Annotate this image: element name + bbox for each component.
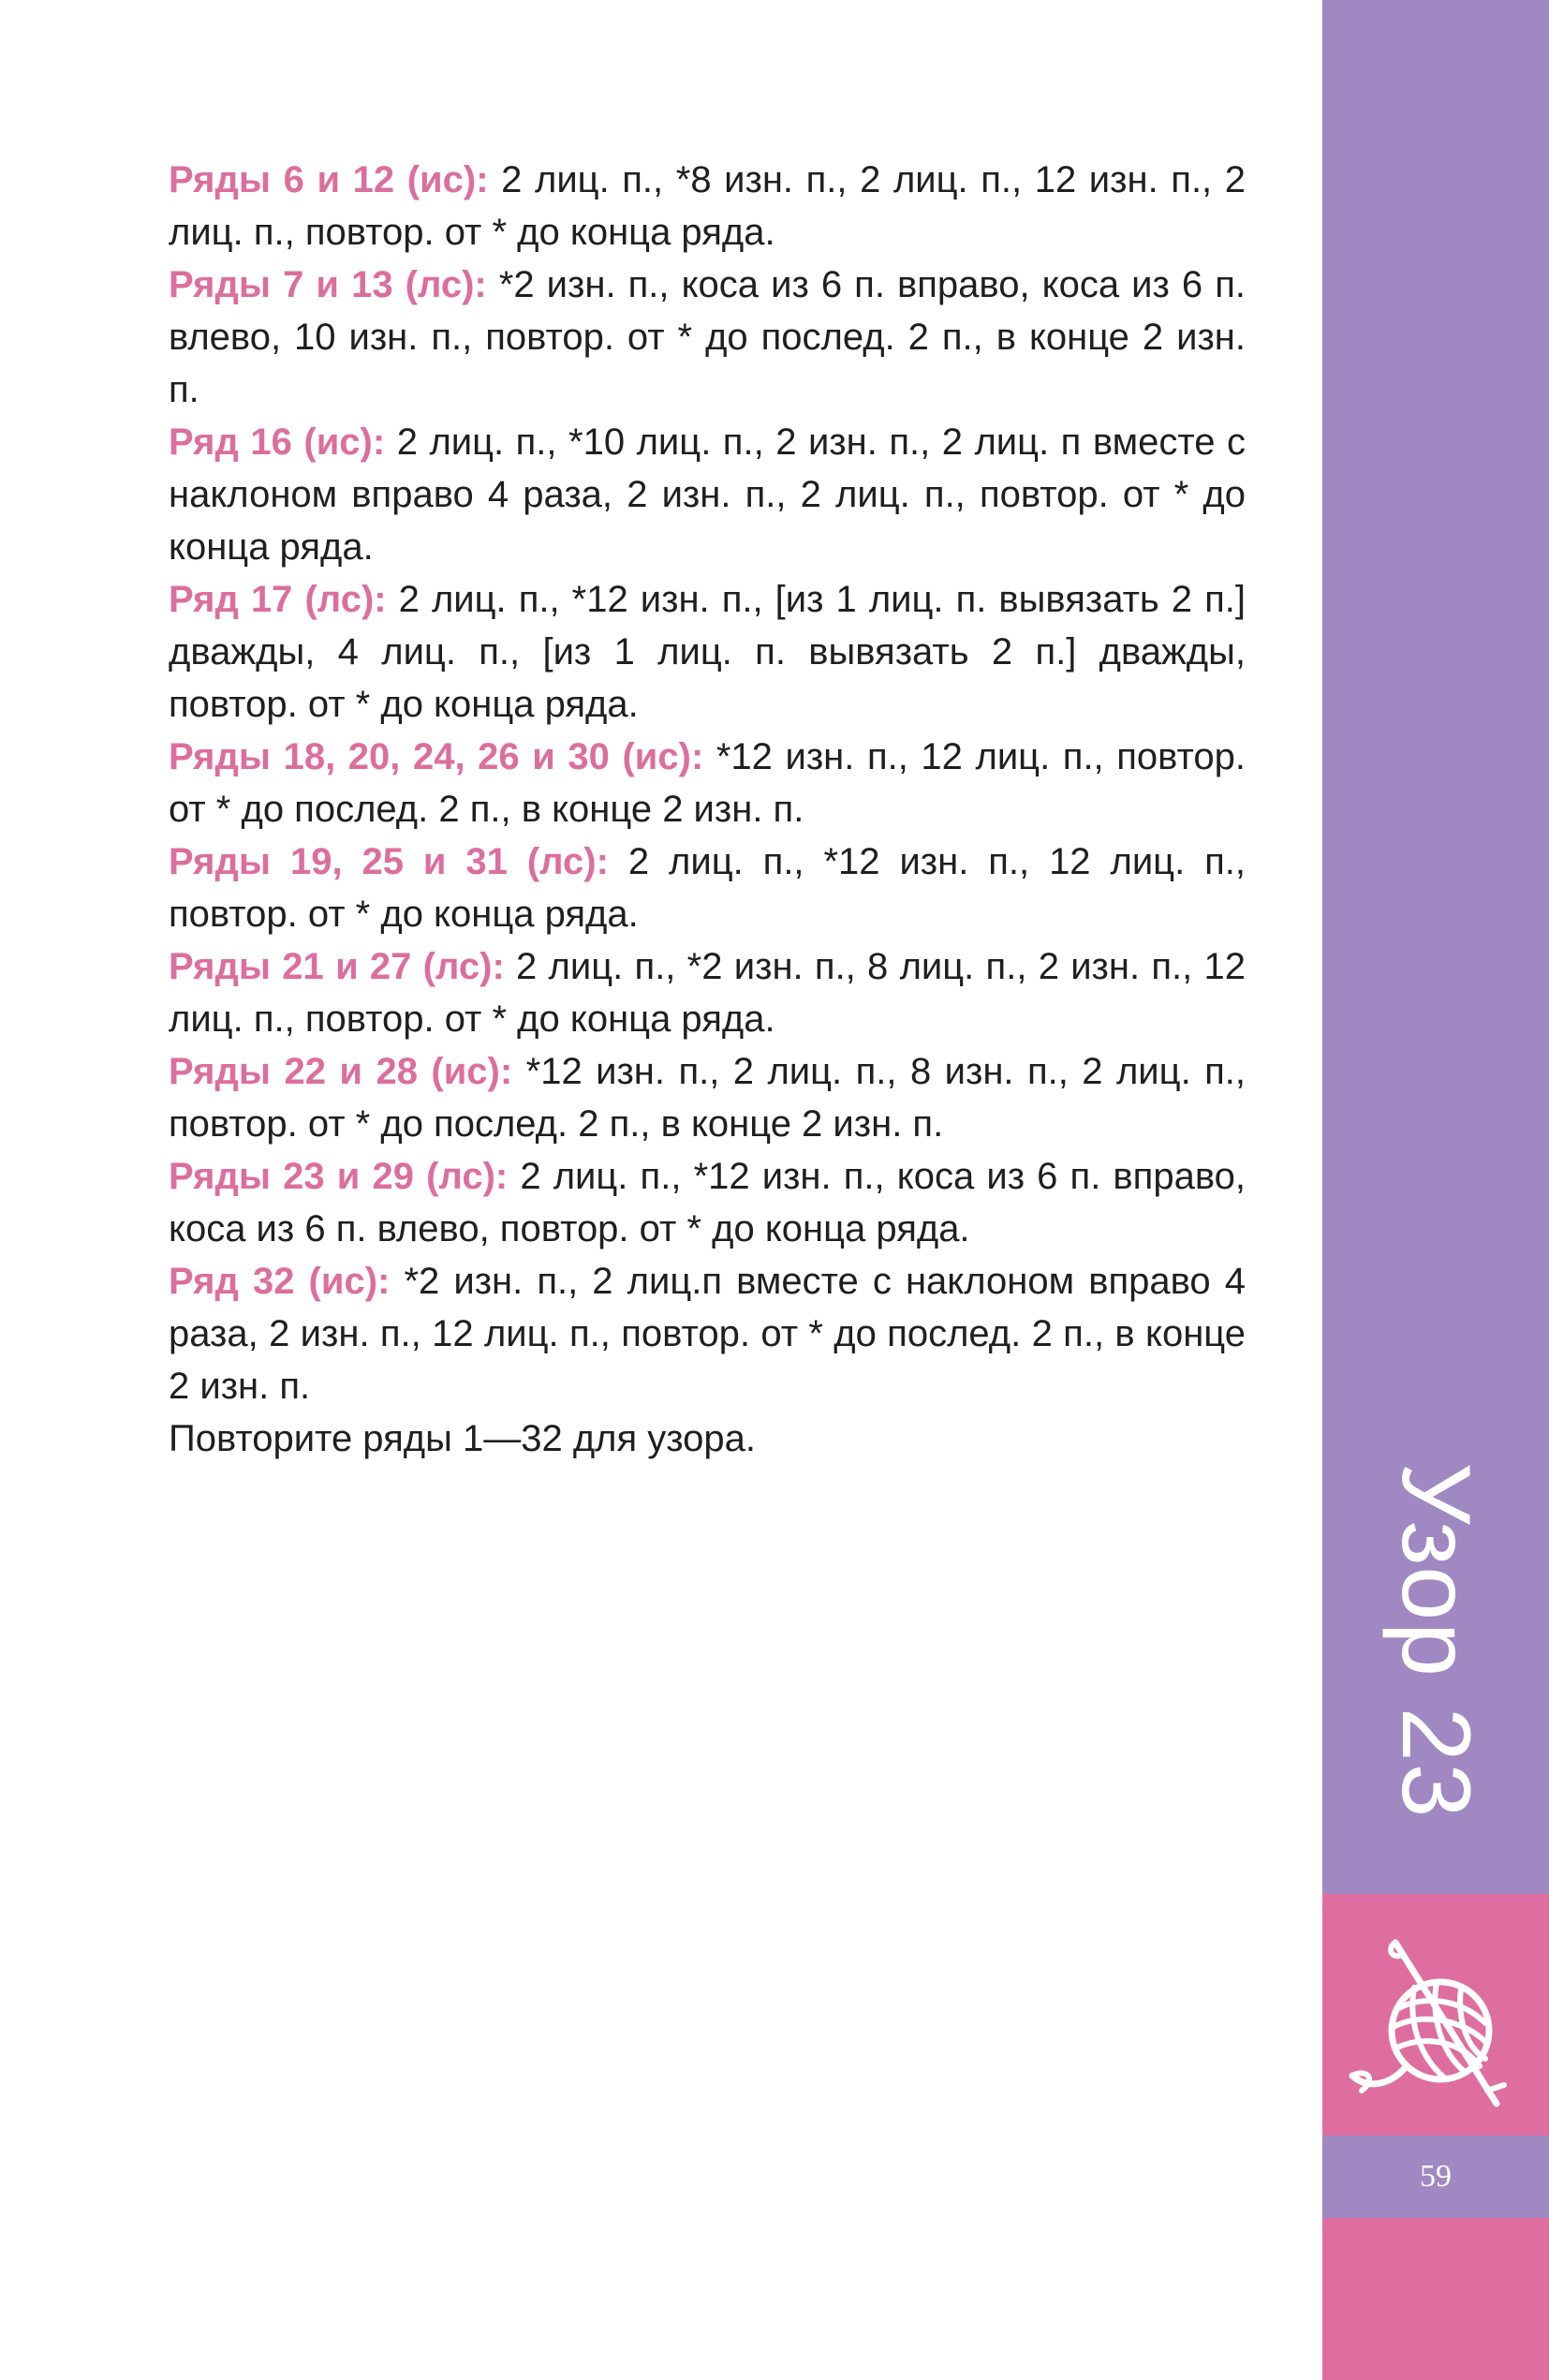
row-text: 2 лиц. п., *8 изн. п., 2 лиц. п., 12 изн. п., 2 лиц. п., повтор. от * до конца ряда.: [169, 159, 1247, 253]
row-label: Ряды 23 и 29 (лс):: [169, 1156, 509, 1197]
row-label: Ряд 32 (ис):: [169, 1261, 391, 1302]
instruction-row: [169, 573, 1246, 731]
row-text: *12 изн. п., 12 лиц. п., повтор. от * до послед. 2 п., в конце 2 изн. п.: [169, 736, 1246, 830]
row-label: Ряды 18, 20, 24, 26 и 30 (ис):: [169, 736, 704, 777]
pattern-title: Узор 23: [1381, 1462, 1490, 1820]
row-label: Ряд 17 (лс):: [169, 579, 387, 620]
closing-line: Повторите ряды 1—32 для узора.: [169, 1418, 757, 1459]
row-text: 2 лиц. п., *12 изн. п., 12 лиц. п., повтор. от * до конца ряда.: [169, 841, 1246, 935]
row-label: Ряды 22 и 28 (ис):: [169, 1051, 513, 1092]
page-number: 59: [1420, 2159, 1452, 2194]
row-label: Ряды 21 и 27 (лс):: [169, 946, 505, 987]
row-label: Ряды 7 и 13 (лс):: [169, 264, 487, 305]
instruction-row: [169, 154, 1246, 259]
instruction-row: [169, 731, 1246, 835]
row-text: *2 изн. п., 2 лиц.п вместе с наклоном вправо 4 раза, 2 изн. п., 12 лиц. п., повтор. от * до послед. 2 п., в конце 2 изн. п.: [169, 1261, 1246, 1407]
row-text: 2 лиц. п., *10 лиц. п., 2 изн. п., 2 лиц. п вместе с наклоном вправо 4 раза, 2 изн. п., 2 лиц. п., повтор. от * до конца ряда.: [169, 421, 1247, 568]
instruction-row: [169, 940, 1246, 1045]
instruction-row: [169, 1255, 1246, 1412]
yarn-ball-crochet-hook-icon: [1339, 1929, 1527, 2117]
instruction-row: [169, 835, 1246, 940]
row-label: Ряды 19, 25 и 31 (лс):: [169, 841, 609, 882]
instruction-row: [169, 1045, 1246, 1150]
sidebar-bottom-band: [1322, 2218, 1549, 2380]
row-text: 2 лиц. п., *12 изн. п., [из 1 лиц. п. вывязать 2 п.] дважды, 4 лиц. п., [из 1 лиц. п. вывязать 2 п.] дважды, повтор. от * до конца ряда.: [169, 579, 1246, 725]
instruction-row: [169, 1150, 1246, 1255]
instruction-row: [169, 416, 1246, 573]
row-text: *2 изн. п., коса из 6 п. вправо, коса из 6 п. влево, 10 изн. п., повтор. от * до послед. 2 п., в конце 2 изн. п.: [169, 264, 1246, 410]
row-label: Ряд 16 (ис):: [169, 421, 386, 463]
chapter-sidebar: [1322, 0, 1549, 2380]
row-label: Ряды 6 и 12 (ис):: [169, 159, 489, 200]
instruction-row: [169, 259, 1246, 416]
row-text: *12 изн. п., 2 лиц. п., 8 изн. п., 2 лиц. п., повтор. от * до послед. 2 п., в конце 2 изн. п.: [169, 1051, 1247, 1145]
pattern-instructions: [169, 154, 1246, 1465]
row-text: 2 лиц. п., *12 изн. п., коса из 6 п. вправо, коса из 6 п. влево, повтор. от * до конца ряда.: [169, 1156, 1246, 1249]
row-text: 2 лиц. п., *2 изн. п., 8 лиц. п., 2 изн. п., 12 лиц. п., повтор. от * до конца ряда.: [169, 946, 1247, 1040]
